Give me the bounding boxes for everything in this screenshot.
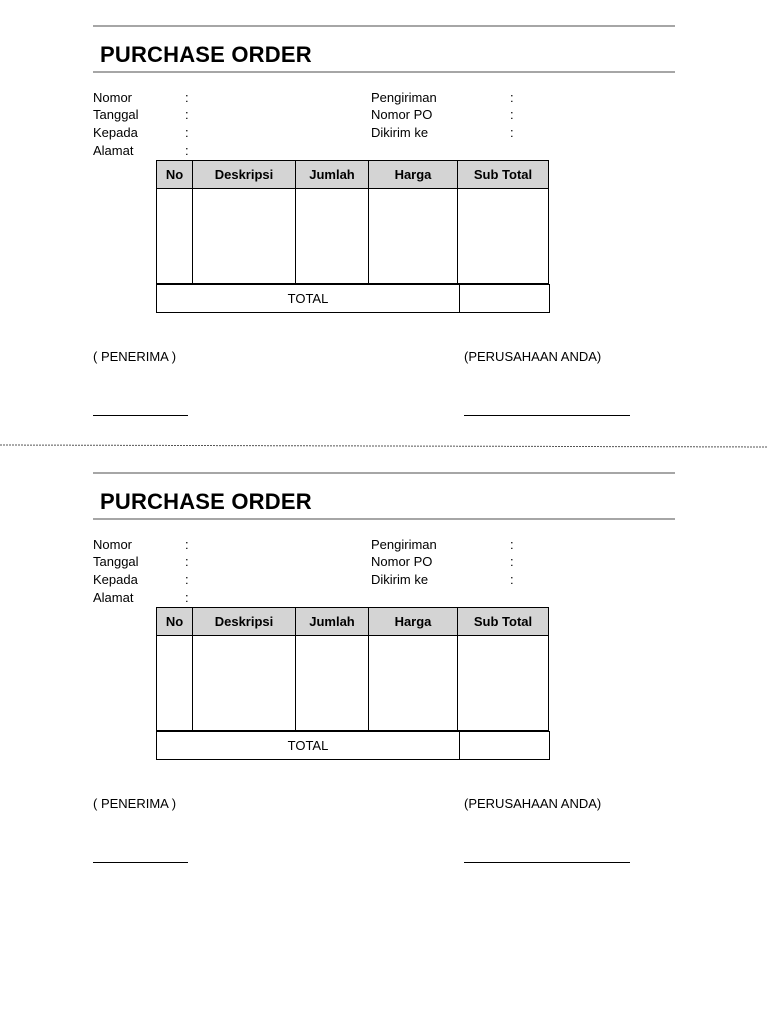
purchase-order-form-2 <box>0 447 768 887</box>
cell-jumlah <box>296 636 369 731</box>
cell-deskripsi <box>193 636 296 731</box>
total-row <box>156 731 550 760</box>
total-row <box>156 284 550 313</box>
title-divider <box>93 71 675 73</box>
colon-nomor: : <box>185 537 189 552</box>
colon-tanggal: : <box>185 554 189 569</box>
total-value-cell <box>460 285 550 313</box>
label-tanggal: Tanggal <box>93 107 139 122</box>
header-harga: Harga <box>369 608 458 636</box>
table-row <box>157 189 549 284</box>
cell-deskripsi <box>193 189 296 284</box>
label-nomor-po: Nomor PO <box>371 107 433 122</box>
colon-kepada: : <box>185 125 189 140</box>
header-no: No <box>157 161 193 189</box>
cell-harga <box>369 636 458 731</box>
header-deskripsi: Deskripsi <box>193 608 296 636</box>
signature-line-penerima <box>93 415 188 416</box>
label-alamat: Alamat <box>93 143 134 158</box>
header-jumlah: Jumlah <box>296 608 369 636</box>
cell-sub-total <box>458 189 549 284</box>
label-dikirim-ke: Dikirim ke <box>371 125 429 140</box>
top-divider <box>93 25 675 27</box>
cell-no <box>157 189 193 284</box>
label-kepada: Kepada <box>93 572 138 587</box>
signature-label-penerima: ( PENERIMA ) <box>93 349 177 364</box>
purchase-order-form-1 <box>0 0 768 440</box>
label-kepada: Kepada <box>93 125 138 140</box>
label-pengiriman: Pengiriman <box>371 90 437 105</box>
total-label: TOTAL <box>157 732 460 760</box>
colon-nomor: : <box>185 90 189 105</box>
header-sub-total: Sub Total <box>458 608 549 636</box>
colon-dikirim-ke: : <box>510 572 514 587</box>
colon-dikirim-ke: : <box>510 125 514 140</box>
colon-kepada: : <box>185 572 189 587</box>
colon-alamat: : <box>185 590 189 605</box>
header-jumlah: Jumlah <box>296 161 369 189</box>
label-alamat: Alamat <box>93 590 134 605</box>
colon-pengiriman: : <box>510 90 514 105</box>
cell-harga <box>369 189 458 284</box>
items-table <box>156 160 549 284</box>
colon-nomor-po: : <box>510 554 514 569</box>
header-sub-total: Sub Total <box>458 161 549 189</box>
signature-label-perusahaan: (PERUSAHAAN ANDA) <box>464 796 602 811</box>
label-nomor: Nomor <box>93 537 133 552</box>
colon-alamat: : <box>185 143 189 158</box>
signature-line-perusahaan <box>464 862 630 863</box>
header-deskripsi: Deskripsi <box>193 161 296 189</box>
label-pengiriman: Pengiriman <box>371 537 437 552</box>
signature-label-penerima: ( PENERIMA ) <box>93 796 177 811</box>
label-nomor: Nomor <box>93 90 133 105</box>
table-header-row <box>157 608 549 636</box>
items-table <box>156 607 549 731</box>
colon-tanggal: : <box>185 107 189 122</box>
table-header-row <box>157 161 549 189</box>
signature-line-perusahaan <box>464 415 630 416</box>
title-divider <box>93 518 675 520</box>
label-nomor-po: Nomor PO <box>371 554 433 569</box>
cell-sub-total <box>458 636 549 731</box>
header-harga: Harga <box>369 161 458 189</box>
colon-nomor-po: : <box>510 107 514 122</box>
table-row <box>157 636 549 731</box>
header-no: No <box>157 608 193 636</box>
label-dikirim-ke: Dikirim ke <box>371 572 429 587</box>
total-label: TOTAL <box>157 285 460 313</box>
form-title: PURCHASE ORDER <box>100 489 312 514</box>
form-title: PURCHASE ORDER <box>100 42 312 67</box>
signature-line-penerima <box>93 862 188 863</box>
label-tanggal: Tanggal <box>93 554 139 569</box>
cell-no <box>157 636 193 731</box>
colon-pengiriman: : <box>510 537 514 552</box>
signature-label-perusahaan: (PERUSAHAAN ANDA) <box>464 349 602 364</box>
top-divider <box>93 472 675 474</box>
cell-jumlah <box>296 189 369 284</box>
total-value-cell <box>460 732 550 760</box>
